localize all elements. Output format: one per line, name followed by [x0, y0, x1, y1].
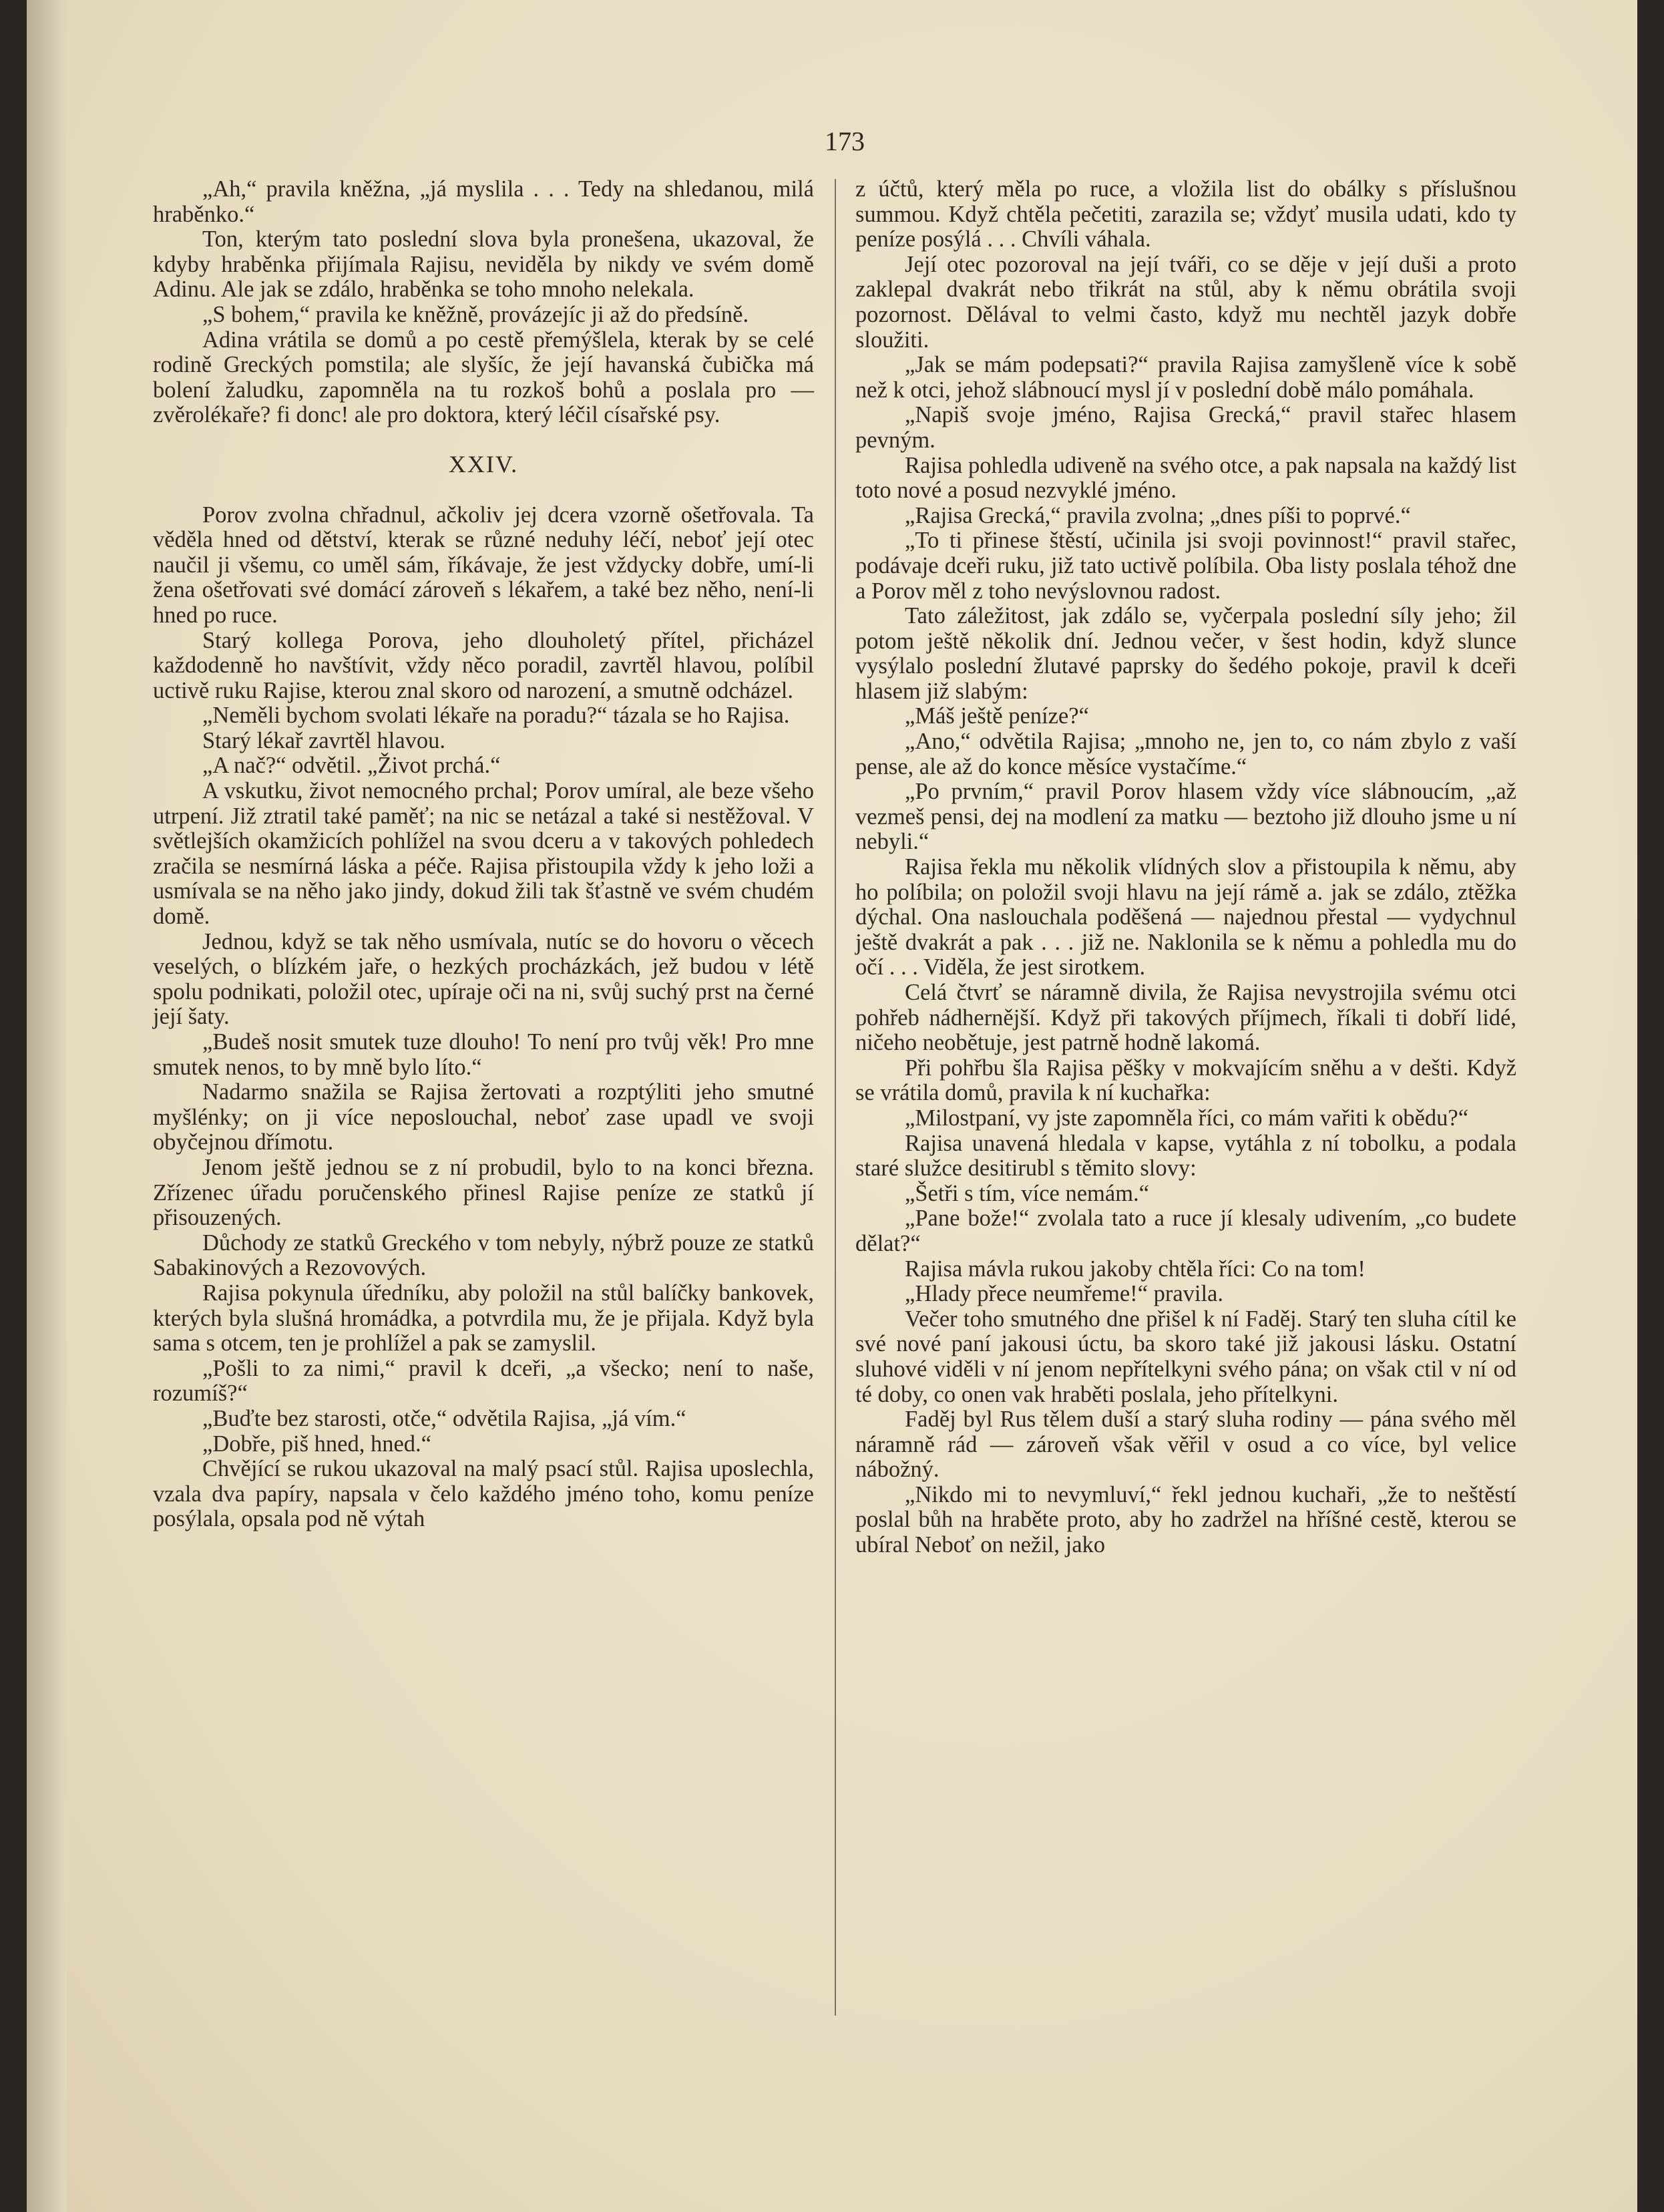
paragraph: Jednou, když se tak něho usmívala, nutíc se do hovoru o věcech veselých, o blízkém jaře, o hezkých procházkách, jež budou v létě spolu podnikati, položil otec, upíraje oči na ni, svůj suchý prst na černé její šaty.: [153, 928, 814, 1030]
paragraph: „Máš ještě peníze?“: [905, 703, 1089, 729]
paragraph: Porov zvolna chřadnul, ačkoliv jej dcera vzorně ošetřovala. Ta věděla hned od dětství, kterak se různé neduhy léčí, neboť její otec naučil ji všemu, co uměl sám, říkávaje, že jest vždycky dobře, umí-li žena ošetřovati své domácí zároveň s lékařem, a také bez něho, není-li hned po ruce.: [153, 502, 814, 628]
paragraph: Její otec pozoroval na její tváři, co se děje v její duši a proto zaklepal dvakrát nebo třikrát na stůl, aby k němu obrátila svoji pozornost. Dělával to velmi často, když mu nechtěl jazyk dobře sloužiti.: [855, 251, 1516, 353]
paragraph: Rajisa řekla mu několik vlídných slov a přistoupila k němu, aby ho políbila; on položil svoji hlavu na její rámě a. jak se zdálo, ztěžka dýchal. Ona naslouchala poděšená — najednou přestal — vydychnul ještě dvakrát a pak . . . již ne. Naklonila se k němu a pohledla mu do očí . . . Viděla, že jest sirotkem.: [855, 854, 1516, 980]
paragraph: „Dobře, piš hned, hned.“: [202, 1431, 431, 1457]
paragraph: „Pošli to za nimi,“ pravil k dceři, „a všecko; není to naše, rozumíš?“: [153, 1355, 814, 1407]
paragraph: Rajisa pohledla udiveně na svého otce, a pak napsala na každý list toto nové a posud nezvyklé jméno.: [855, 452, 1516, 504]
paragraph: Tato záležitost, jak zdálo se, vyčerpala poslední síly jeho; žil potom ještě několik dní. Jednou večer, v šest hodin, když slunce vysýlalo poslední žlutavé paprsky do šedého pokoje, pravil k dceři hlasem již slabým:: [855, 603, 1516, 704]
paragraph: „Buďte bez starosti, otče,“ odvětila Rajisa, „já vím.“: [202, 1405, 686, 1431]
left-column: [153, 177, 814, 1532]
paragraph: Při pohřbu šla Rajisa pěšky v mokvajícím sněhu a v dešti. Když se vrátila domů, pravila k ní kuchařka:: [855, 1055, 1516, 1106]
paragraph: Faděj byl Rus tělem duší a starý sluha rodiny — pána svého měl náramně rád — zároveň však věřil v osud a co více, byl velice nábožný.: [855, 1407, 1516, 1483]
chapter-heading: XXIV.: [448, 450, 519, 478]
paragraph: Důchody ze statků Greckého v tom nebyly, nýbrž pouze ze statků Sabakinových a Rezovových.: [153, 1230, 814, 1281]
paragraph: „Rajisa Grecká,“ pravila zvolna; „dnes píši to poprvé.“: [905, 502, 1411, 528]
paragraph: Rajisa unavená hledala v kapse, vytáhla z ní tobolku, a podala staré služce desitirubl s těmito slovy:: [855, 1130, 1516, 1181]
paragraph: Starý lékař zavrtěl hlavou.: [202, 727, 446, 753]
paragraph: Starý kollega Porova, jeho dlouholetý přítel, přicházel každodenně ho navštívit, vždy něco poradil, zavrtěl hlavou, políbil uctivě ruku Rajise, kterou znal skoro od narození, a smutně odcházel.: [153, 627, 814, 703]
paragraph: Celá čtvrť se náramně divila, že Rajisa nevystrojila svému otci pohřeb nádhernější. Když při takových příjmech, říkali ti dobří lidé, ničeho neobětuje, jest patrně hodně lakomá.: [855, 980, 1516, 1056]
paragraph: Rajisa mávla rukou jakoby chtěla říci: Co na tom!: [905, 1256, 1366, 1282]
paragraph: Jenom ještě jednou se z ní probudil, bylo to na konci března. Zřízenec úřadu poručenského přinesl Rajise peníze ze statků jí přisouzených.: [153, 1154, 814, 1231]
page-number: 173: [825, 126, 865, 156]
paragraph: „Šetři s tím, více nemám.“: [905, 1180, 1149, 1206]
paragraph: „S bohem,“ pravila ke kněžně, provázejíc ji až do předsíně.: [202, 301, 749, 327]
paragraph: „To ti přinese štěstí, učinila jsi svoji povinnost!“ pravil stařec, podávaje dceři ruku, již tato uctivě políbila. Oba listy poslala téhož dne a Porov měl z toho nevýslovnou radost.: [855, 528, 1516, 604]
column-divider: [835, 179, 836, 2016]
paragraph-continued: z účtů, který měla po ruce, a vložila list do obálky s příslušnou summou. Když chtěla pečetiti, zarazila se; vždyť musila udati, kdo ty peníze posýlá . . . Chvíli váhala.: [855, 176, 1516, 252]
paragraph: „Hlady přece neumřeme!“ pravila.: [905, 1281, 1223, 1307]
paragraph: „Pane bože!“ zvolala tato a ruce jí klesaly udivením, „co budete dělat?“: [855, 1206, 1516, 1256]
paragraph: Chvějící se rukou ukazoval na malý psací stůl. Rajisa uposlechla, vzala dva papíry, napsala v čelo každého jméno toho, komu peníze posýlala, opsala pod ně výtah: [153, 1456, 814, 1532]
right-column: [855, 177, 1516, 1558]
paragraph: „A nač?“ odvětil. „Život prchá.“: [202, 753, 501, 779]
paragraph: „Milostpaní, vy jste zapomněla říci, co mám vařiti k obědu?“: [905, 1105, 1469, 1131]
paragraph: „Neměli bychom svolati lékaře na poradu?“ tázala se ho Rajisa.: [202, 703, 790, 729]
book-page: [27, 0, 1637, 2212]
paragraph: „Napiš svoje jméno, Rajisa Grecká,“ pravil stařec hlasem pevným.: [855, 402, 1516, 453]
paragraph: Rajisa pokynula úředníku, aby položil na stůl balíčky bankovek, kterých byla slušná hromádka, a potvrdila mu, že je přijala. Když byla sama s otcem, ten je prohlížel a pak se zamyslil.: [153, 1280, 814, 1356]
paragraph: Nadarmo snažila se Rajisa žertovati a rozptýliti jeho smutné myšlénky; on ji více neposlouchal, neboť zase upadl ve svoji obyčejnou dřímotu.: [153, 1079, 814, 1155]
paragraph: Večer toho smutného dne přišel k ní Faděj. Starý ten sluha cítil ke své nové paní jakousi úctu, ba skoro také již jakousi lásku. Ostatní sluhové viděli v ní jenom nepřítelkyni svého pána; on však ctil v ní od té doby, co onen vak hraběti poslala, jeho přítelkyni.: [855, 1306, 1516, 1407]
paragraph: „Nikdo mi to nevymluví,“ řekl jednou kuchaři, „že to neštěstí poslal bůh na hraběte proto, aby ho zadržel na hříšné cestě, kterou se ubíral Neboť on nežil, jako: [855, 1481, 1516, 1558]
paragraph: „Budeš nosit smutek tuze dlouho! To není pro tvůj věk! Pro mne smutek nenos, to by mně bylo líto.“: [153, 1029, 814, 1080]
paragraph: A vskutku, život nemocného prchal; Porov umíral, ale beze všeho utrpení. Již ztratil také paměť; na nic se netázal a také si nestěžoval. V světlejších okamžicích pohlížel na svou dceru a v takových pohledech zračila se nesmírná láska a péče. Rajisa přistoupila vždy k jeho loži a usmívala se na něho jako jindy, dokud žili tak šťastně ve svém chudém domě.: [153, 778, 814, 930]
paragraph: Ton, kterým tato poslední slova byla pronešena, ukazoval, že kdyby hraběnka přijímala Rajisu, neviděla by nikdy ve svém domě Adinu. Ale jak se zdálo, hraběnka se toho mnoho nelekala.: [153, 226, 814, 303]
paragraph: „Po prvním,“ pravil Porov hlasem vždy více slábnoucím, „až vezmeš pensi, dej na modlení za matku — beztoho již dlouho jsme u ní nebyli.“: [855, 779, 1516, 855]
paragraph: „Ah,“ pravila kněžna, „já myslila . . . Tedy na shledanou, milá hraběnko.“: [153, 176, 814, 227]
binding-edge: [27, 0, 67, 2212]
paragraph: „Jak se mám podepsati?“ pravila Rajisa zamyšleně více k sobě než k otci, jehož slábnoucí mysl jí v poslední době málo pomáhala.: [855, 352, 1516, 403]
paragraph: Adina vrátila se domů a po cestě přemýšlela, kterak by se celé rodině Greckých pomstila; ale slyšíc, že její havanská čubička má bolení žaludku, zapomněla na tu rozkoš bohů a poslala pro — zvěrolékaře? fi donc! ale pro doktora, který léčil císařské psy.: [153, 327, 814, 428]
paragraph: „Ano,“ odvětila Rajisa; „mnoho ne, jen to, co nám zbylo z vaší pense, ale až do konce měsíce vystačíme.“: [855, 729, 1516, 779]
